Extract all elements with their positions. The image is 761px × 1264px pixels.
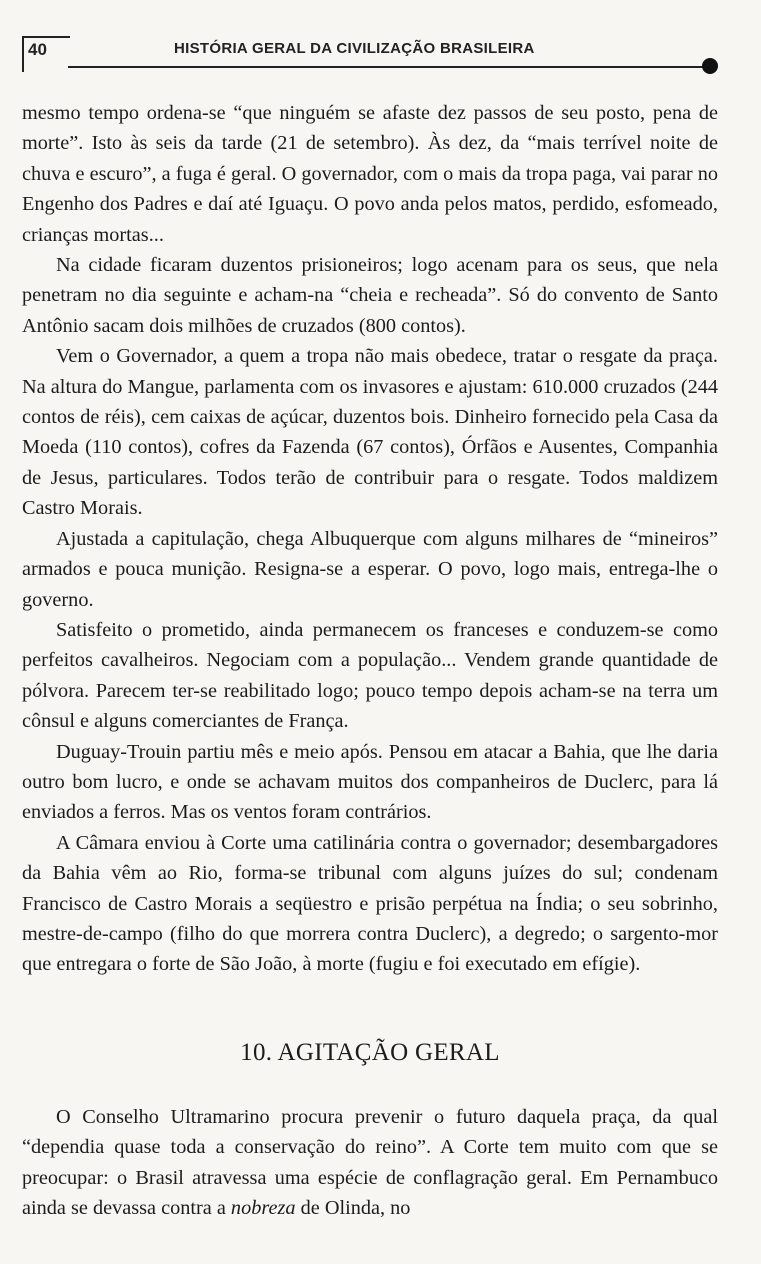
paragraph-text: O Conselho Ultramarino procura prevenir o futuro daquela praça, da qual “dependia quase toda a conservação do reino”. A Corte tem muito com que se preocupar: o Brasil atravessa uma espécie de conflagração geral. Em Pernambuco ainda se devassa contra a	[22, 1105, 718, 1219]
section-paragraph	[22, 1102, 718, 1224]
paragraph: Na cidade ficaram duzentos prisioneiros; logo acenam para os seus, que nela penetram no dia seguinte e acham-na “cheia e recheada”. Só do convento de Santo Antônio sacam dois milhões de cruzados (800 contos).	[22, 254, 718, 337]
page-number: 40	[28, 40, 47, 59]
running-title: HISTÓRIA GERAL DA CIVILIZAÇÃO BRASILEIRA	[174, 40, 535, 57]
paragraph: Satisfeito o prometido, ainda permanecem os franceses e conduzem-se como perfeitos cavalheiros. Negociam com a população... Vendem grande quantidade de pólvora. Parecem ter-se reabilitado logo; pouco tempo depois acham-se na terra um cônsul e alguns comerciantes de França.	[22, 618, 718, 733]
paragraph: Duguay-Trouin partiu mês e meio após. Pensou em atacar a Bahia, que lhe daria outro bom lucro, e onde se achavam muitos dos companheiros de Duclerc, para lá enviados a ferros. Mas os ventos foram contrários.	[22, 740, 718, 824]
italic-word: nobreza	[230, 1197, 296, 1219]
rule-end-dot	[702, 58, 718, 74]
running-header	[22, 30, 718, 70]
page-body	[22, 98, 718, 1223]
paragraph: A Câmara enviou à Corte uma catilinária contra o governador; desembargadores da Bahia vêm ao Rio, forma-se tribunal com alguns juízes do sul; condenam Francisco de Castro Morais a seqüestro e prisão perpétua na Índia; o seu sobrinho, mestre-de-campo (filho do que morrera contra Duclerc), a degredo; o sargento-mor que entregara o forte de São João, à morte (fugiu e foi executado em efígie).	[22, 831, 718, 976]
header-rule	[68, 66, 708, 68]
paragraph: Ajustada a capitulação, chega Albuquerque com alguns milhares de “mineiros” armados e pouca munição. Resigna-se a esperar. O povo, logo mais, entrega-lhe o governo.	[22, 527, 718, 611]
paragraph: mesmo tempo ordena-se “que ninguém se afaste dez passos de seu posto, pena de morte”. Isto às seis da tarde (21 de setembro). Às dez, da “mais terrível noite de chuva e escuro”, a fuga é geral. O governador, com o mais da tropa paga, vai parar no Engenho dos Padres e daí até Iguaçu. O povo anda pelos matos, perdido, esfomeado, crianças mortas...	[22, 102, 718, 246]
section-heading: 10. AGITAÇÃO GERAL	[240, 1038, 500, 1066]
paragraph-text: de Olinda, no	[300, 1197, 411, 1219]
paragraph: Vem o Governador, a quem a tropa não mais obedece, tratar o resgate da praça. Na altura do Mangue, parlamenta com os invasores e ajustam: 610.000 cruzados (244 contos de réis), cem caixas de açúcar, duzentos bois. Dinheiro fornecido pela Casa da Moeda (110 contos), cofres da Fazenda (67 contos), Órfãos e Ausentes, Companhia de Jesus, particulares. Todos terão de contribuir para o resgate. Todos maldizem Castro Morais.	[22, 345, 718, 520]
